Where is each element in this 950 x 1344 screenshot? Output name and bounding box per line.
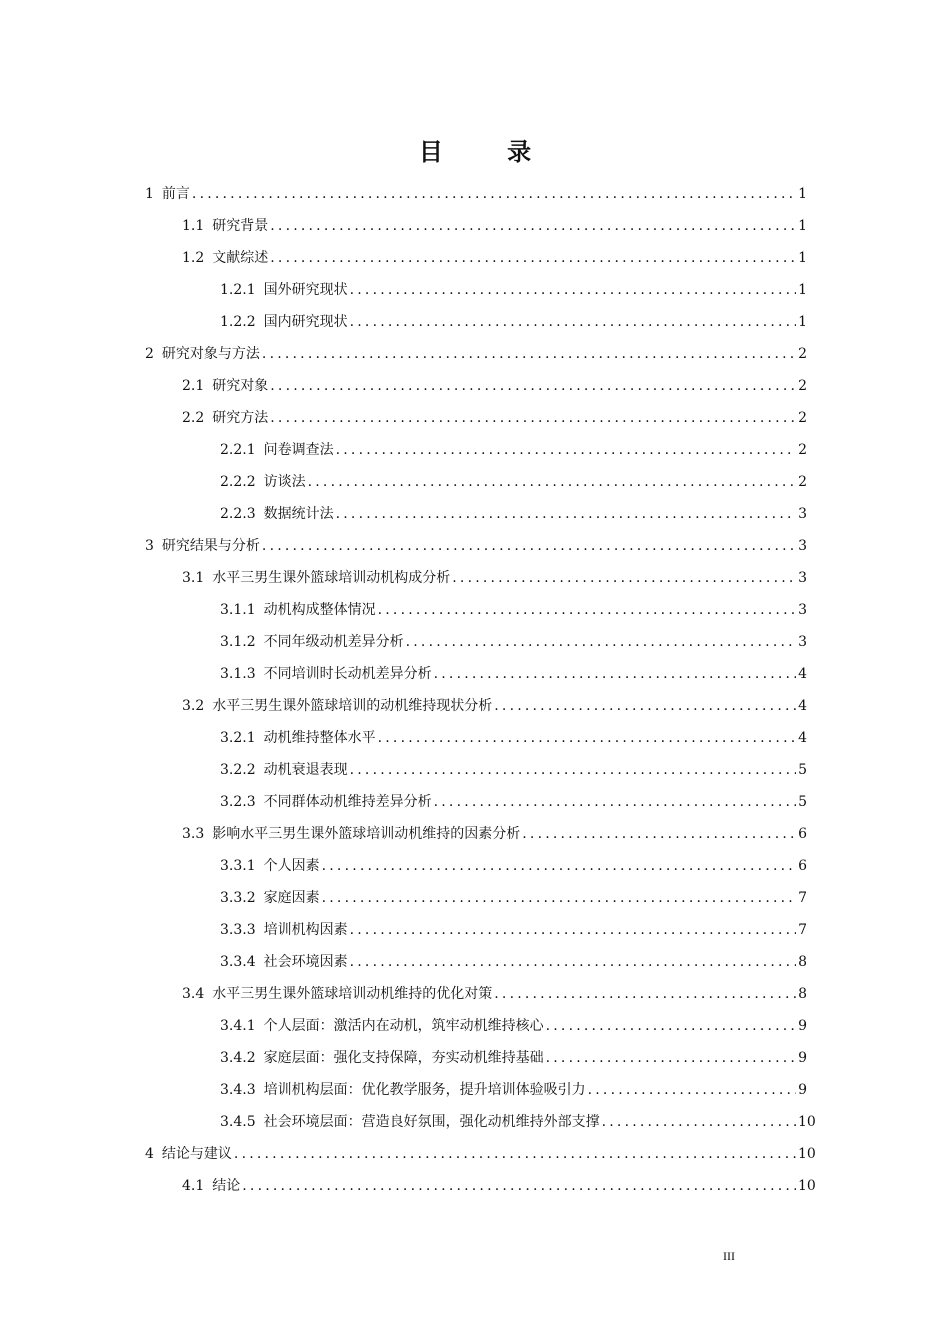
toc-entry-number: 1: [145, 186, 154, 202]
toc-entry[interactable]: [182, 402, 807, 434]
toc-dot-leader: [452, 562, 796, 594]
toc-entry[interactable]: [220, 850, 807, 882]
toc-entry[interactable]: [145, 530, 807, 562]
toc-dot-leader: [494, 690, 796, 722]
toc-entry-number: 2.2: [182, 410, 205, 426]
toc-entry-number: 3.1: [182, 570, 205, 586]
toc-entry-title: 研究对象: [212, 378, 269, 394]
toc-dot-leader: [322, 850, 796, 882]
toc-dot-leader: [494, 978, 796, 1010]
toc-entry-page: 5: [798, 794, 807, 810]
toc-entry-title: 不同培训时长动机差异分析: [263, 666, 432, 682]
toc-dot-leader: [262, 338, 796, 370]
toc-entry[interactable]: [220, 466, 807, 498]
toc-entry-number: 3.2: [182, 698, 205, 714]
toc-entry-title: 结论: [212, 1178, 241, 1194]
toc-entry[interactable]: [182, 1170, 816, 1202]
toc-entry-title: 研究结果与分析: [161, 538, 260, 554]
toc-entry-page: 10: [798, 1146, 816, 1162]
toc-entry-page: 3: [798, 538, 807, 554]
toc-dot-leader: [588, 1074, 796, 1106]
toc-entry-number: 3.3: [182, 826, 205, 842]
toc-dot-leader: [378, 722, 796, 754]
toc-entry-title: 动机构成整体情况: [263, 602, 376, 618]
toc-entry[interactable]: [220, 882, 807, 914]
toc-dot-leader: [270, 242, 796, 274]
toc-entry-number: 3.4.2: [220, 1050, 256, 1066]
toc-entry-title: 研究方法: [212, 410, 269, 426]
toc-entry-number: 3.3.4: [220, 954, 256, 970]
toc-dot-leader: [522, 818, 796, 850]
toc-entry[interactable]: [182, 562, 807, 594]
toc-entry-number: 3.4: [182, 986, 205, 1002]
toc-entry[interactable]: [182, 690, 807, 722]
toc-entry[interactable]: [182, 818, 807, 850]
toc-entry-number: 2.2.1: [220, 442, 256, 458]
toc-dot-leader: [270, 402, 796, 434]
toc-entry-number: 1.1: [182, 218, 205, 234]
toc-entry[interactable]: [220, 1074, 807, 1106]
toc-entry-page: 1: [798, 314, 807, 330]
toc-dot-leader: [270, 370, 796, 402]
toc-entry[interactable]: [182, 242, 807, 274]
toc-dot-leader: [350, 946, 796, 978]
toc-entry-number: 3.2.3: [220, 794, 256, 810]
toc-entry[interactable]: [145, 178, 807, 210]
toc-entry[interactable]: [220, 1042, 807, 1074]
toc-dot-leader: [308, 466, 796, 498]
page-title: 目 录: [418, 138, 560, 166]
toc-entry[interactable]: [220, 1106, 816, 1138]
toc-dot-leader: [270, 210, 796, 242]
toc-entry-number: 3.1.2: [220, 634, 256, 650]
toc-entry-number: 3.4.5: [220, 1114, 256, 1130]
toc-entry-number: 1.2.1: [220, 282, 256, 298]
toc-entry-title: 结论与建议: [161, 1146, 232, 1162]
toc-entry[interactable]: [145, 338, 807, 370]
toc-dot-leader: [350, 306, 796, 338]
toc-entry-title: 国内研究现状: [263, 314, 348, 330]
toc-entry-page: 10: [798, 1114, 816, 1130]
toc-entry-number: 2.2.2: [220, 474, 256, 490]
toc-entry-number: 3.3.1: [220, 858, 256, 874]
toc-entry-page: 7: [798, 922, 807, 938]
toc-entry-title: 不同群体动机维持差异分析: [263, 794, 432, 810]
toc-entry-page: 1: [798, 186, 807, 202]
toc-entry-title: 动机衰退表现: [263, 762, 348, 778]
toc-entry-page: 3: [798, 602, 807, 618]
toc-entry-number: 3.4.1: [220, 1018, 256, 1034]
toc-entry-title: 研究背景: [212, 218, 269, 234]
toc-entry-page: 1: [798, 218, 807, 234]
toc-entry[interactable]: [220, 498, 807, 530]
toc-entry[interactable]: [220, 914, 807, 946]
toc-entry-page: 4: [798, 730, 807, 746]
toc-entry[interactable]: [182, 978, 807, 1010]
toc-entry-number: 3.2.1: [220, 730, 256, 746]
toc-entry-number: 1.2.2: [220, 314, 256, 330]
toc-entry-title: 影响水平三男生课外篮球培训动机维持的因素分析: [212, 826, 521, 842]
toc-entry[interactable]: [145, 1138, 816, 1170]
toc-entry-title: 培训机构因素: [263, 922, 348, 938]
toc-entry-number: 2: [145, 346, 154, 362]
toc-entry-title: 访谈法: [263, 474, 306, 490]
toc-entry[interactable]: [220, 1010, 807, 1042]
toc-entry-page: 6: [798, 826, 807, 842]
toc-entry-title: 前言: [161, 186, 190, 202]
toc-entry-number: 2.1: [182, 378, 205, 394]
toc-entry-title: 个人因素: [263, 858, 320, 874]
toc-dot-leader: [434, 786, 796, 818]
toc-entry-number: 1.2: [182, 250, 205, 266]
toc-entry-page: 3: [798, 634, 807, 650]
toc-entry[interactable]: [182, 370, 807, 402]
toc-entry-page: 4: [798, 666, 807, 682]
toc-entry[interactable]: [182, 210, 807, 242]
toc-entry-page: 4: [798, 698, 807, 714]
toc-entry-title: 国外研究现状: [263, 282, 348, 298]
page-number-footer: III: [723, 1249, 735, 1263]
toc-entry-title: 培训机构层面：优化教学服务，提升培训体验吸引力: [263, 1082, 586, 1098]
toc-entry-page: 8: [798, 954, 807, 970]
toc-dot-leader: [434, 658, 796, 690]
toc-entry-page: 1: [798, 250, 807, 266]
toc-dot-leader: [234, 1138, 796, 1170]
toc-entry-page: 2: [798, 442, 807, 458]
toc-dot-leader: [322, 882, 796, 914]
toc-entry-title: 个人层面：激活内在动机，筑牢动机维持核心: [263, 1018, 544, 1034]
toc-entry-number: 3.2.2: [220, 762, 256, 778]
toc-dot-leader: [350, 754, 796, 786]
toc-entry-title: 研究对象与方法: [161, 346, 260, 362]
toc-entry-title: 家庭因素: [263, 890, 320, 906]
toc-entry[interactable]: [220, 658, 807, 690]
toc-dot-leader: [378, 594, 796, 626]
toc-entry-title: 社会环境因素: [263, 954, 348, 970]
toc-entry-page: 2: [798, 410, 807, 426]
toc-entry-page: 9: [798, 1018, 807, 1034]
toc-entry-page: 5: [798, 762, 807, 778]
toc-entry-number: 4: [145, 1146, 154, 1162]
toc-entry[interactable]: [220, 594, 807, 626]
toc-entry-page: 1: [798, 282, 807, 298]
toc-entry-title: 文献综述: [212, 250, 269, 266]
toc-entry[interactable]: [220, 626, 807, 658]
toc-dot-leader: [546, 1010, 796, 1042]
toc-entry-number: 3.1.1: [220, 602, 256, 618]
toc-entry-title: 水平三男生课外篮球培训的动机维持现状分析: [212, 698, 493, 714]
toc-entry-number: 3.3.2: [220, 890, 256, 906]
toc-dot-leader: [350, 274, 796, 306]
toc-dot-leader: [336, 498, 796, 530]
toc-entry-number: 2.2.3: [220, 506, 256, 522]
toc-entry-number: 3.4.3: [220, 1082, 256, 1098]
toc-entry-page: 6: [798, 858, 807, 874]
toc-entry[interactable]: [220, 274, 807, 306]
toc-entry-page: 9: [798, 1050, 807, 1066]
toc-entry-title: 问卷调查法: [263, 442, 334, 458]
toc-dot-leader: [242, 1170, 796, 1202]
toc-dot-leader: [192, 178, 796, 210]
toc-entry-page: 2: [798, 346, 807, 362]
toc-entry-page: 9: [798, 1082, 807, 1098]
toc-entry-page: 8: [798, 986, 807, 1002]
toc-dot-leader: [546, 1042, 796, 1074]
toc-dot-leader: [262, 530, 796, 562]
toc-dot-leader: [336, 434, 796, 466]
toc-entry-title: 不同年级动机差异分析: [263, 634, 404, 650]
toc-entry-page: 3: [798, 570, 807, 586]
toc-entry[interactable]: [220, 946, 807, 978]
toc-entry-page: 10: [798, 1178, 816, 1194]
toc-dot-leader: [350, 914, 796, 946]
toc-entry[interactable]: [220, 786, 807, 818]
toc-entry-number: 4.1: [182, 1178, 205, 1194]
toc-entry-page: 2: [798, 378, 807, 394]
toc-dot-leader: [406, 626, 796, 658]
toc-entry[interactable]: [220, 434, 807, 466]
toc-entry[interactable]: [220, 754, 807, 786]
toc-entry-number: 3.1.3: [220, 666, 256, 682]
toc-entry-page: 2: [798, 474, 807, 490]
toc-dot-leader: [602, 1106, 796, 1138]
toc-entry-title: 家庭层面：强化支持保障，夯实动机维持基础: [263, 1050, 544, 1066]
toc-entry-number: 3: [145, 538, 154, 554]
toc-entry-title: 水平三男生课外篮球培训动机构成分析: [212, 570, 451, 586]
toc-entry[interactable]: [220, 306, 807, 338]
toc-entry-number: 3.3.3: [220, 922, 256, 938]
toc-entry-page: 7: [798, 890, 807, 906]
toc-entry-title: 水平三男生课外篮球培训动机维持的优化对策: [212, 986, 493, 1002]
toc-entry-title: 数据统计法: [263, 506, 334, 522]
toc-entry-title: 社会环境层面：营造良好氛围，强化动机维持外部支撑: [263, 1114, 600, 1130]
toc-entry[interactable]: [220, 722, 807, 754]
toc-entry-title: 动机维持整体水平: [263, 730, 376, 746]
toc-entry-page: 3: [798, 506, 807, 522]
